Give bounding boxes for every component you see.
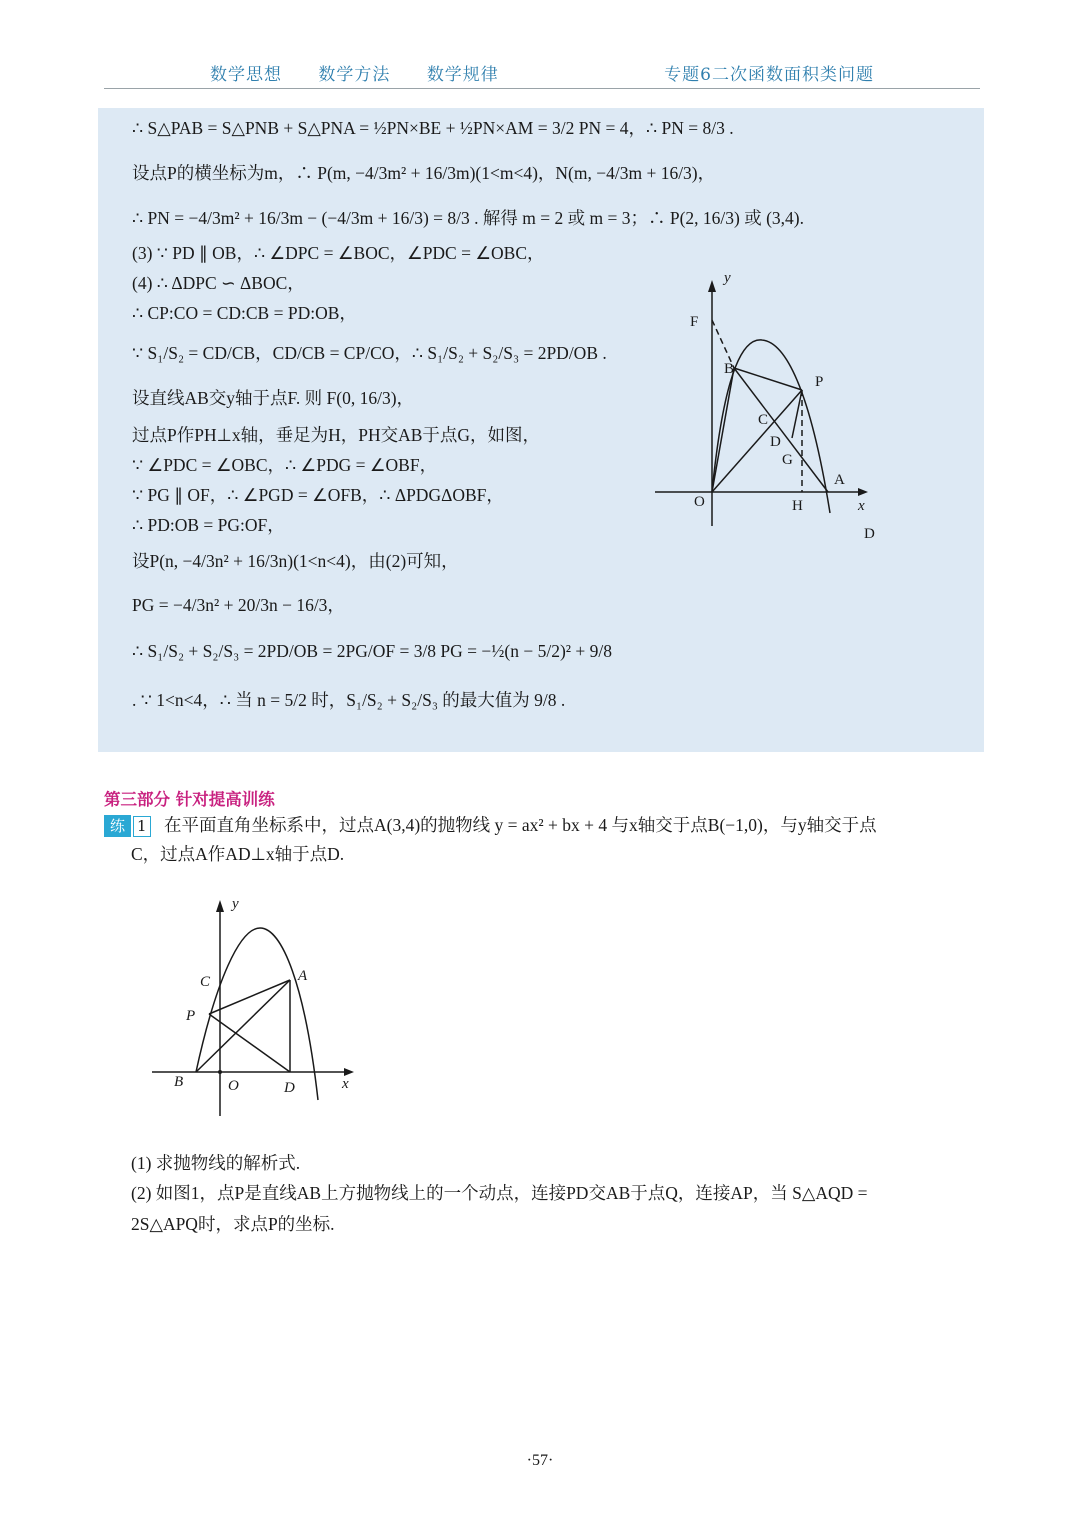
x-axis-arrow: [858, 488, 868, 496]
line-bp: [734, 368, 802, 390]
exercise-tag: [104, 815, 151, 837]
exercise-line: C，过点A作AD⊥x轴于点D.: [131, 844, 345, 864]
solution-line: ∴ CP:CO = CD:CB = PD:OB，: [132, 303, 357, 323]
fig2-label: x: [342, 1076, 349, 1092]
solution-line: ∴ S△PAB = S△PNB + S△PNA = ½PN×BE + ½PN×AM = 3/2 PN = 4，∴ PN = 8/3 .: [132, 118, 734, 138]
section-title: 第三部分 针对提高训练: [104, 790, 275, 809]
solution-line: ∵ ∠PDC = ∠OBC，∴ ∠PDG = ∠OBF，: [132, 455, 438, 475]
fig1-label: D: [770, 434, 781, 450]
question-1: (1) 求抛物线的解析式.: [131, 1153, 301, 1173]
fig2-label: P: [186, 1008, 196, 1024]
fig1-label: F: [690, 314, 699, 330]
question-2-line: (2) 如图1，点P是直线AB上方抛物线上的一个动点，连接PD交AB于点Q，连接AP，当 S△AQD =: [131, 1183, 868, 1203]
solution-line: 设点P的横坐标为m，∴ P(m, −4/3m² + 16/3m)(1<m<4)，N(m, −4/3m + 16/3)，: [132, 163, 716, 183]
solution-line: 设直线AB交y轴于点F. 则 F(0, 16/3)，: [132, 388, 415, 408]
x-axis-arrow: [344, 1068, 354, 1076]
solution-line: ∴ S₁/S₂ + S₂/S₃ = 2PD/OB = 2PG/OF = 3/8 PG = −½(n − 5/2)² + 9/8: [132, 641, 613, 661]
fig1-label: B: [724, 361, 735, 377]
solution-line: PG = −4/3n² + 20/3n − 16/3，: [132, 595, 345, 615]
fig1-label: D: [864, 526, 875, 542]
fig2-label: B: [174, 1074, 184, 1090]
exercise-number: 1: [133, 816, 151, 837]
origin-dot: [218, 1070, 222, 1074]
line-ob: [712, 368, 734, 492]
fig1-label: A: [834, 472, 845, 488]
exercise-line: 在平面直角坐标系中，过点A(3,4)的抛物线 y = ax² + bx + 4 与x轴交于点B(−1,0)，与y轴交于点: [164, 815, 877, 835]
exercise-tag-label: 练: [104, 815, 131, 837]
line-pd: [209, 1014, 290, 1072]
header-left-item: 数学规律: [426, 65, 499, 85]
fig1-label: x: [858, 498, 865, 514]
header-left: [210, 60, 529, 85]
header-left-item: 数学思想: [210, 65, 282, 85]
fig1-label: O: [694, 494, 705, 510]
solution-line: 设P(n, −4/3n² + 16/3n)(1<n<4)，由(2)可知，: [132, 551, 459, 571]
header-left-item: 数学方法: [318, 65, 391, 85]
fig1-label: H: [792, 498, 803, 514]
solution-line: ∴ PN = −4/3m² + 16/3m − (−4/3m + 16/3) = 8/3 . 解得 m = 2 或 m = 3；∴ P(2, 16/3) 或 (3,4).: [132, 208, 805, 228]
fig1-label: y: [724, 270, 731, 286]
solution-line: ∵ PG ∥ OF，∴ ∠PGD = ∠OFB，∴ ΔPDGΔOBF，: [132, 485, 504, 505]
fig1-label: G: [782, 452, 793, 468]
solution-line: ∵ S₁/S₂ = CD/CB，CD/CB = CP/CO，∴ S₁/S₂ + S₂/S₃ = 2PD/OB .: [132, 343, 607, 363]
line-pd: [792, 390, 802, 438]
line-ba: [196, 980, 290, 1072]
solution-line: 过点P作PH⊥x轴，垂足为H，PH交AB于点G，如图，: [132, 425, 541, 445]
fig2-label: A: [298, 968, 308, 984]
solution-line: (3) ∵ PD ∥ OB，∴ ∠DPC = ∠BOC，∠PDC = ∠OBC，: [132, 243, 545, 263]
line-pa: [209, 980, 290, 1014]
fig2-label: O: [228, 1078, 239, 1094]
fig1-label: C: [758, 412, 769, 428]
y-axis-arrow: [708, 280, 716, 292]
solution-line: ∴ PD:OB = PG:OF，: [132, 515, 285, 535]
exercise-figure: [140, 890, 370, 1120]
solution-figure: [650, 268, 890, 548]
fig1-label: P: [815, 374, 824, 390]
page-header: [104, 54, 980, 89]
fig2-label: C: [200, 974, 211, 990]
solution-line: (4) ∴ ΔDPC ∽ ΔBOC，: [132, 273, 305, 293]
page-number: ·57·: [526, 1452, 554, 1469]
fig2-label: y: [232, 896, 239, 912]
fig2-label: D: [284, 1080, 295, 1096]
header-right: 专题6二次函数面积类问题: [664, 65, 874, 85]
parabola-curve: [196, 928, 318, 1100]
solution-line: . ∵ 1<n<4，∴ 当 n = 5/2 时，S₁/S₂ + S₂/S₃ 的最大值为 9/8 .: [132, 690, 566, 710]
y-axis-arrow: [216, 900, 224, 912]
question-2-line: 2S△APQ时，求点P的坐标.: [131, 1214, 335, 1234]
